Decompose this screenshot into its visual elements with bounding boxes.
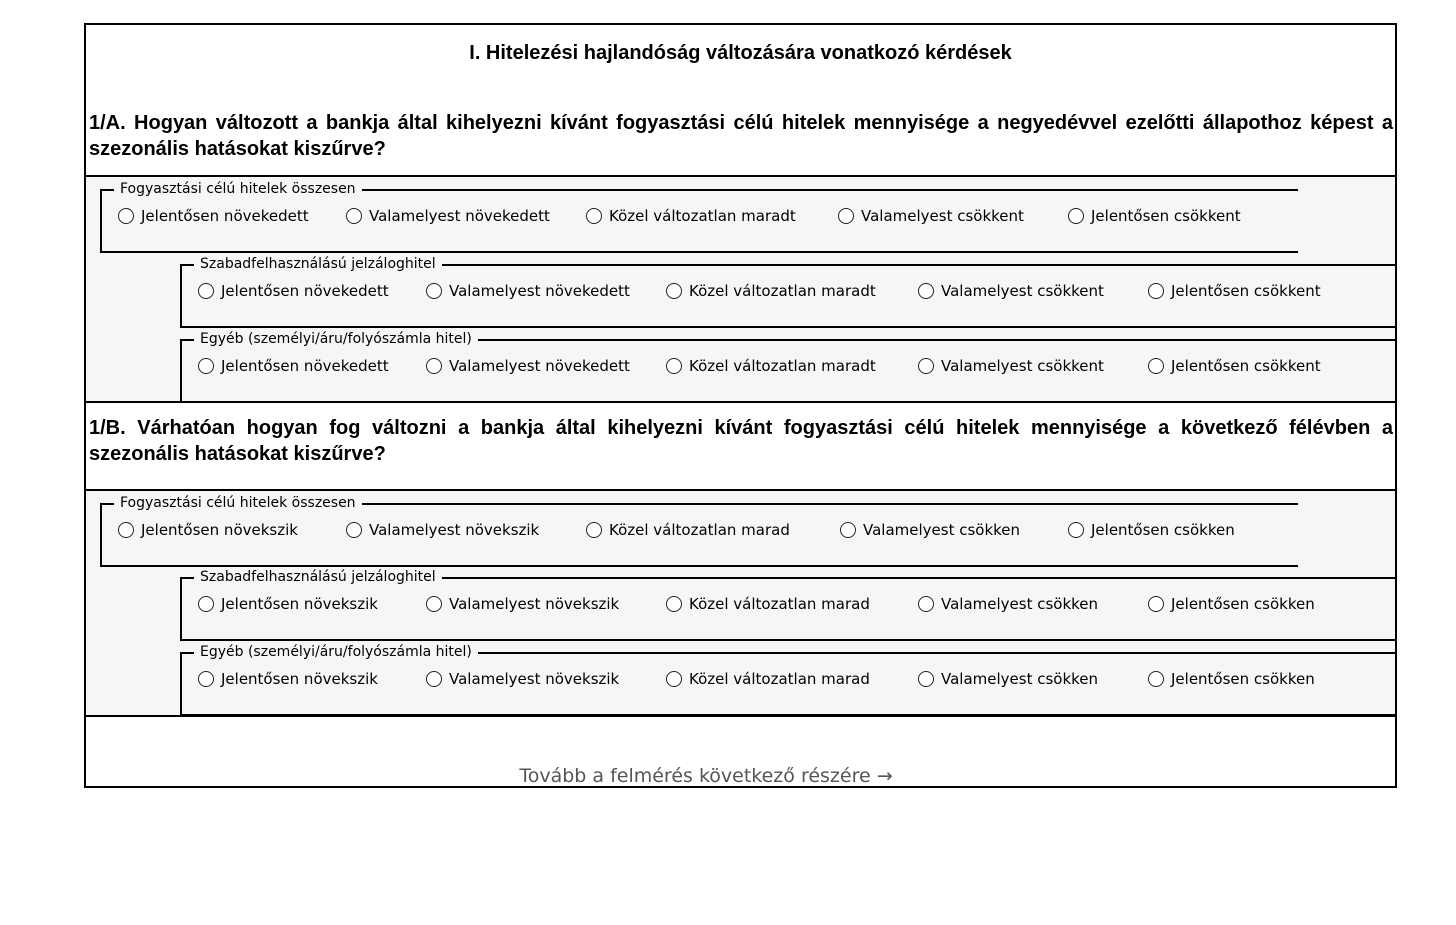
radio-label: Valamelyest csökkent: [941, 282, 1104, 300]
section-title: I. Hitelezési hajlandóság változására vonatkozó kérdések: [469, 42, 1012, 64]
radio-label: Jelentősen növekszik: [221, 670, 378, 688]
radio-option[interactable]: [666, 282, 876, 300]
group-legend: Szabadfelhasználású jelzáloghitel: [194, 568, 442, 586]
radio-label: Valamelyest növekedett: [449, 282, 630, 300]
radio-label: Valamelyest csökken: [941, 670, 1099, 688]
radio-circle-icon[interactable]: [198, 596, 214, 612]
group-mortgage-1b: [180, 569, 1397, 641]
radio-option[interactable]: [586, 207, 796, 225]
radio-circle-icon[interactable]: [666, 358, 682, 374]
radio-option[interactable]: [426, 282, 630, 300]
radio-circle-icon[interactable]: [1148, 283, 1164, 299]
radio-option[interactable]: [1148, 282, 1321, 300]
radio-circle-icon[interactable]: [918, 283, 934, 299]
radio-option[interactable]: [118, 207, 309, 225]
radio-label: Valamelyest csökkent: [861, 207, 1024, 225]
radio-label: Valamelyest csökken: [863, 521, 1021, 539]
radio-label: Jelentősen csökkent: [1171, 282, 1321, 300]
group-legend: Egyéb (személyi/áru/folyószámla hitel): [194, 643, 478, 661]
group-legend: Fogyasztási célú hitelek összesen: [114, 180, 362, 198]
radio-option[interactable]: [1148, 595, 1315, 613]
radio-label: Közel változatlan maradt: [689, 357, 876, 375]
radio-label: Valamelyest növekszik: [449, 670, 620, 688]
radio-option[interactable]: [918, 357, 1104, 375]
radio-option[interactable]: [666, 670, 870, 688]
radio-option[interactable]: [1068, 521, 1235, 539]
next-section-link[interactable]: Tovább a felmérés következő részére →: [519, 765, 893, 787]
radio-option[interactable]: [666, 595, 870, 613]
radio-option[interactable]: [426, 357, 630, 375]
radio-circle-icon[interactable]: [346, 522, 362, 538]
radio-option[interactable]: [346, 521, 539, 539]
radio-label: Jelentősen csökken: [1171, 595, 1315, 613]
radio-circle-icon[interactable]: [426, 671, 442, 687]
radio-option[interactable]: [1068, 207, 1241, 225]
radio-label: Közel változatlan marad: [689, 595, 870, 613]
question-1a: 1/A. Hogyan változott a bankja által kihelyezni kívánt fogyasztási célú hitelek mennyisége a negyedévvel ezelőtti állapothoz képest a szezonális hatásokat kiszűrve?: [89, 112, 1393, 160]
radio-circle-icon[interactable]: [840, 522, 856, 538]
radio-label: Jelentősen csökkent: [1171, 357, 1321, 375]
radio-circle-icon[interactable]: [586, 208, 602, 224]
radio-option[interactable]: [586, 521, 790, 539]
radio-option[interactable]: [840, 521, 1020, 539]
radio-label: Valamelyest növekszik: [449, 595, 620, 613]
radio-circle-icon[interactable]: [118, 522, 134, 538]
radio-option[interactable]: [1148, 357, 1321, 375]
radio-circle-icon[interactable]: [1068, 208, 1084, 224]
group-mortgage-1a: [180, 256, 1397, 328]
radio-label: Jelentősen növekedett: [221, 357, 389, 375]
radio-option[interactable]: [918, 670, 1098, 688]
radio-circle-icon[interactable]: [426, 596, 442, 612]
radio-option[interactable]: [198, 357, 389, 375]
radio-label: Jelentősen csökken: [1171, 670, 1315, 688]
radio-label: Jelentősen csökkent: [1091, 207, 1241, 225]
radio-circle-icon[interactable]: [1148, 671, 1164, 687]
group-other-1a: [180, 331, 1397, 403]
radio-circle-icon[interactable]: [666, 283, 682, 299]
radio-option[interactable]: [198, 670, 378, 688]
radio-label: Valamelyest növekedett: [449, 357, 630, 375]
radio-circle-icon[interactable]: [666, 671, 682, 687]
radio-option[interactable]: [346, 207, 550, 225]
radio-label: Jelentősen növekszik: [221, 595, 378, 613]
radio-option[interactable]: [426, 595, 619, 613]
radio-circle-icon[interactable]: [586, 522, 602, 538]
radio-circle-icon[interactable]: [426, 358, 442, 374]
radio-option[interactable]: [198, 595, 378, 613]
group-legend: Fogyasztási célú hitelek összesen: [114, 494, 362, 512]
radio-label: Közel változatlan maradt: [689, 282, 876, 300]
radio-label: Közel változatlan maradt: [609, 207, 796, 225]
radio-circle-icon[interactable]: [118, 208, 134, 224]
radio-label: Jelentősen növekedett: [141, 207, 309, 225]
radio-label: Jelentősen növekedett: [221, 282, 389, 300]
radio-label: Közel változatlan marad: [609, 521, 790, 539]
radio-label: Jelentősen növekszik: [141, 521, 298, 539]
radio-circle-icon[interactable]: [918, 596, 934, 612]
radio-option[interactable]: [838, 207, 1024, 225]
radio-circle-icon[interactable]: [198, 671, 214, 687]
radio-option[interactable]: [426, 670, 619, 688]
group-consumer-total-1a: [100, 181, 1298, 253]
radio-option[interactable]: [118, 521, 298, 539]
radio-circle-icon[interactable]: [426, 283, 442, 299]
radio-label: Valamelyest növekszik: [369, 521, 540, 539]
radio-option[interactable]: [918, 282, 1104, 300]
question-1b-answers: [86, 489, 1395, 717]
group-consumer-total-1b: [100, 495, 1298, 567]
group-other-1b: [180, 644, 1397, 716]
radio-circle-icon[interactable]: [918, 671, 934, 687]
radio-circle-icon[interactable]: [198, 283, 214, 299]
radio-circle-icon[interactable]: [198, 358, 214, 374]
radio-option[interactable]: [918, 595, 1098, 613]
radio-label: Valamelyest csökkent: [941, 357, 1104, 375]
radio-circle-icon[interactable]: [838, 208, 854, 224]
radio-label: Valamelyest csökken: [941, 595, 1099, 613]
radio-circle-icon[interactable]: [1068, 522, 1084, 538]
radio-label: Jelentősen csökken: [1091, 521, 1235, 539]
radio-circle-icon[interactable]: [666, 596, 682, 612]
radio-circle-icon[interactable]: [918, 358, 934, 374]
radio-label: Valamelyest növekedett: [369, 207, 550, 225]
radio-option[interactable]: [666, 357, 876, 375]
radio-circle-icon[interactable]: [1148, 596, 1164, 612]
radio-circle-icon[interactable]: [346, 208, 362, 224]
question-1b: 1/B. Várhatóan hogyan fog változni a bankja által kihelyezni kívánt fogyasztási célú hitelek mennyisége a következő félévben a szezonális hatásokat kiszűrve?: [89, 417, 1393, 465]
radio-circle-icon[interactable]: [1148, 358, 1164, 374]
radio-option[interactable]: [1148, 670, 1315, 688]
radio-option[interactable]: [198, 282, 389, 300]
radio-label: Közel változatlan marad: [689, 670, 870, 688]
group-legend: Egyéb (személyi/áru/folyószámla hitel): [194, 330, 478, 348]
group-legend: Szabadfelhasználású jelzáloghitel: [194, 255, 442, 273]
question-1a-answers: [86, 175, 1395, 403]
survey-form: [84, 23, 1397, 788]
